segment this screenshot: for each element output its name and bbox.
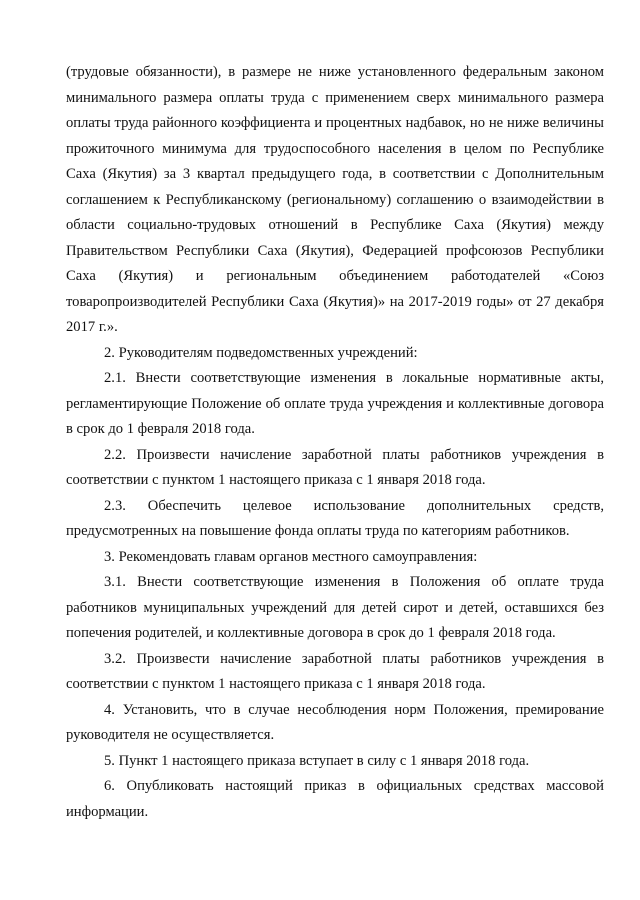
paragraph-item-2-1: 2.1. Внести соответствующие изменения в локальные нормативные акты, регламентирующие Положение об оплате труда учреждения и коллективные договора в срок до 1 февраля 2018 года.	[66, 370, 604, 437]
paragraph-item-3: 3. Рекомендовать главам органов местного самоуправления:	[104, 548, 478, 565]
paragraph-item-3-1: 3.1. Внести соответствующие изменения в Положения об оплате труда работников муниципальных учреждений для детей сирот и детей, оставшихся без попечения родителей, и коллективные договора в срок до 1 февраля 2018 года.	[66, 574, 604, 641]
paragraph-item-5: 5. Пункт 1 настоящего приказа вступает в силу с 1 января 2018 года.	[104, 752, 530, 769]
paragraph-continuation: (трудовые обязанности), в размере не ниже установленного федеральным законом минимального размера оплаты труда с применением сверх минимального размера оплаты труда районного коэффициента и процентных надбавок, но не ниже величины прожиточного минимума для трудоспособного населения в целом по Республике Саха (Якутия) за 3 квартал предыдущего года, в соответствии с Дополнительным соглашением к Республиканскому (региональному) соглашению о взаимодействии в области социально-трудовых отношений в Республике Саха (Якутия) между Правительством Республики Саха (Якутия), Федерацией профсоюзов Республики Саха (Якутия) и региональным объединением работодателей «Союз товаропроизводителей Республики Саха (Якутия)» на 2017-2019 годы» от 27 декабря 2017 г.».	[66, 64, 604, 335]
paragraph-item-3-2: 3.2. Произвести начисление заработной платы работников учреждения в соответствии с пунктом 1 настоящего приказа с 1 января 2018 года.	[66, 650, 604, 692]
paragraph-item-2-2: 2.2. Произвести начисление заработной платы работников учреждения в соответствии с пунктом 1 настоящего приказа с 1 января 2018 года.	[66, 446, 604, 488]
paragraph-item-2-3: 2.3. Обеспечить целевое использование дополнительных средств, предусмотренных на повышение фонда оплаты труда по категориям работников.	[66, 497, 604, 539]
paragraph-item-2: 2. Руководителям подведомственных учреждений:	[104, 344, 418, 361]
paragraph-item-4: 4. Установить, что в случае несоблюдения норм Положения, премирование руководителя не осуществляется.	[66, 701, 604, 743]
document-body	[66, 60, 604, 825]
paragraph-item-6: 6. Опубликовать настоящий приказ в официальных средствах массовой информации.	[66, 778, 604, 820]
